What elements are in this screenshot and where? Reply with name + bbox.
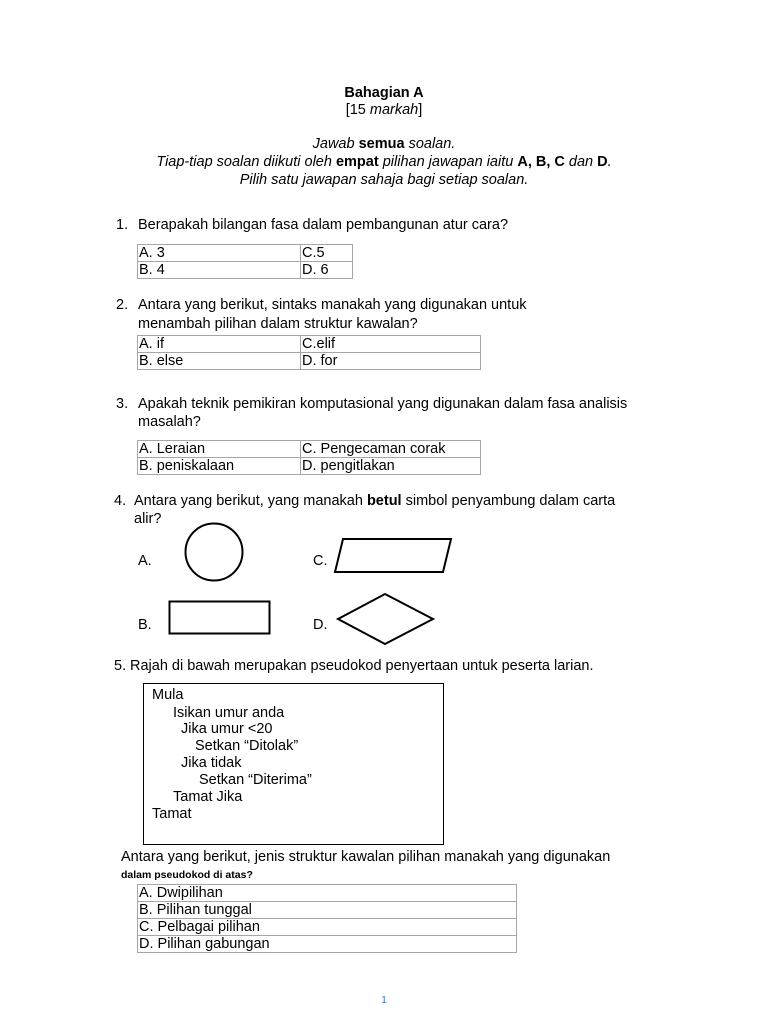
pseudocode-line: Setkan “Ditolak” [195, 738, 299, 754]
option-a[interactable]: A. if [138, 336, 301, 353]
circle-shape[interactable] [184, 522, 246, 584]
instr2-e: dan [564, 154, 598, 170]
question-4-line-1 [134, 492, 615, 510]
question-2-number: 2. [116, 297, 129, 313]
option-a-label: A. [138, 553, 152, 569]
pseudocode-line: Tamat Jika [173, 789, 243, 805]
option-c[interactable]: C.5 [301, 245, 353, 262]
instr2-a: Tiap-tiap soalan diikuti oleh [156, 154, 336, 170]
diamond-shape[interactable] [336, 592, 436, 646]
pseudocode-line: Setkan “Diterima” [199, 772, 312, 788]
options-row [138, 902, 517, 919]
q4-text-c: simbol penyambung dalam carta [401, 493, 616, 509]
options-row [138, 245, 353, 262]
option-a[interactable]: A. Leraian [138, 441, 301, 458]
option-a[interactable]: A. 3 [138, 245, 301, 262]
option-d[interactable]: D. Pilihan gabungan [138, 936, 517, 953]
question-3-line-2: masalah? [138, 414, 201, 430]
options-row [138, 262, 353, 279]
question-5-options [137, 884, 517, 953]
option-d[interactable]: D. 6 [301, 262, 353, 279]
option-d[interactable]: D. for [301, 353, 481, 370]
marks-word: markah [369, 102, 419, 118]
marks-prefix: [15 [345, 102, 370, 118]
options-row [138, 919, 517, 936]
section-title: Bahagian A [344, 85, 424, 101]
question-1-text: Berapakah bilangan fasa dalam pembangunan atur cara? [138, 217, 509, 233]
option-b[interactable]: B. Pilihan tunggal [138, 902, 517, 919]
options-row [138, 885, 517, 902]
instr2-d: A, B, C [517, 154, 565, 170]
option-c-label: C. [313, 553, 328, 569]
pseudocode-line: Mula [152, 687, 184, 703]
q4-text-a: Antara yang berikut, yang manakah [134, 493, 367, 509]
pseudocode-line: Isikan umur anda [173, 705, 285, 721]
option-b[interactable]: B. 4 [138, 262, 301, 279]
options-row [138, 936, 517, 953]
question-4-number: 4. [114, 493, 127, 509]
page-number: 1 [381, 994, 387, 1006]
option-d[interactable]: D. pengitlakan [301, 458, 481, 475]
option-b[interactable]: B. else [138, 353, 301, 370]
question-5-followup-line-2: dalam pseudokod di atas? [121, 869, 253, 881]
instr2-c: pilihan jawapan iaitu [378, 154, 518, 170]
question-4-line-2: alir? [134, 511, 162, 527]
options-row [138, 353, 481, 370]
question-2-line-2: menambah pilihan dalam struktur kawalan? [138, 316, 418, 332]
q4-text-bold: betul [366, 493, 402, 509]
question-2-line-1: Antara yang berikut, sintaks manakah yang digunakan untuk [138, 297, 527, 313]
pseudocode-line: Jika umur <20 [181, 721, 273, 737]
question-2-options [137, 335, 481, 370]
instr2-b: empat [335, 154, 379, 170]
instr1-b: semua [358, 136, 405, 152]
question-5-followup-line-1: Antara yang berikut, jenis struktur kawalan pilihan manakah yang digunakan [121, 849, 611, 865]
options-row [138, 336, 481, 353]
question-3-line-1: Apakah teknik pemikiran komputasional yang digunakan dalam fasa analisis [138, 396, 628, 412]
instruction-line-2 [0, 154, 768, 171]
option-d-label: D. [313, 617, 328, 633]
option-c[interactable]: C. Pengecaman corak [301, 441, 481, 458]
rectangle-shape[interactable] [168, 600, 272, 636]
instr1-a: Jawab [312, 136, 359, 152]
instr1-c: soalan. [404, 136, 456, 152]
option-a[interactable]: A. Dwipilihan [138, 885, 517, 902]
options-row [138, 441, 481, 458]
pseudocode-line: Tamat [152, 806, 192, 822]
instr2-g: . [607, 154, 612, 170]
option-b[interactable]: B. peniskalaan [138, 458, 301, 475]
option-b-label: B. [138, 617, 152, 633]
question-3-options [137, 440, 481, 475]
section-marks [0, 102, 768, 119]
options-row [138, 458, 481, 475]
question-1-options [137, 244, 353, 279]
marks-suffix: ] [418, 102, 423, 118]
parallelogram-shape[interactable] [333, 537, 453, 575]
question-5-number: 5. [114, 658, 127, 674]
option-c[interactable]: C.elif [301, 336, 481, 353]
question-1-number: 1. [116, 217, 129, 233]
instr2-f: D [597, 154, 608, 170]
instruction-line-3: Pilih satu jawapan sahaja bagi setiap soalan. [239, 172, 529, 188]
pseudocode-line: Jika tidak [181, 755, 242, 771]
question-5-text: Rajah di bawah merupakan pseudokod penyertaan untuk peserta larian. [130, 658, 594, 674]
instruction-line-1 [0, 136, 768, 153]
option-c[interactable]: C. Pelbagai pilihan [138, 919, 517, 936]
question-3-number: 3. [116, 396, 129, 412]
